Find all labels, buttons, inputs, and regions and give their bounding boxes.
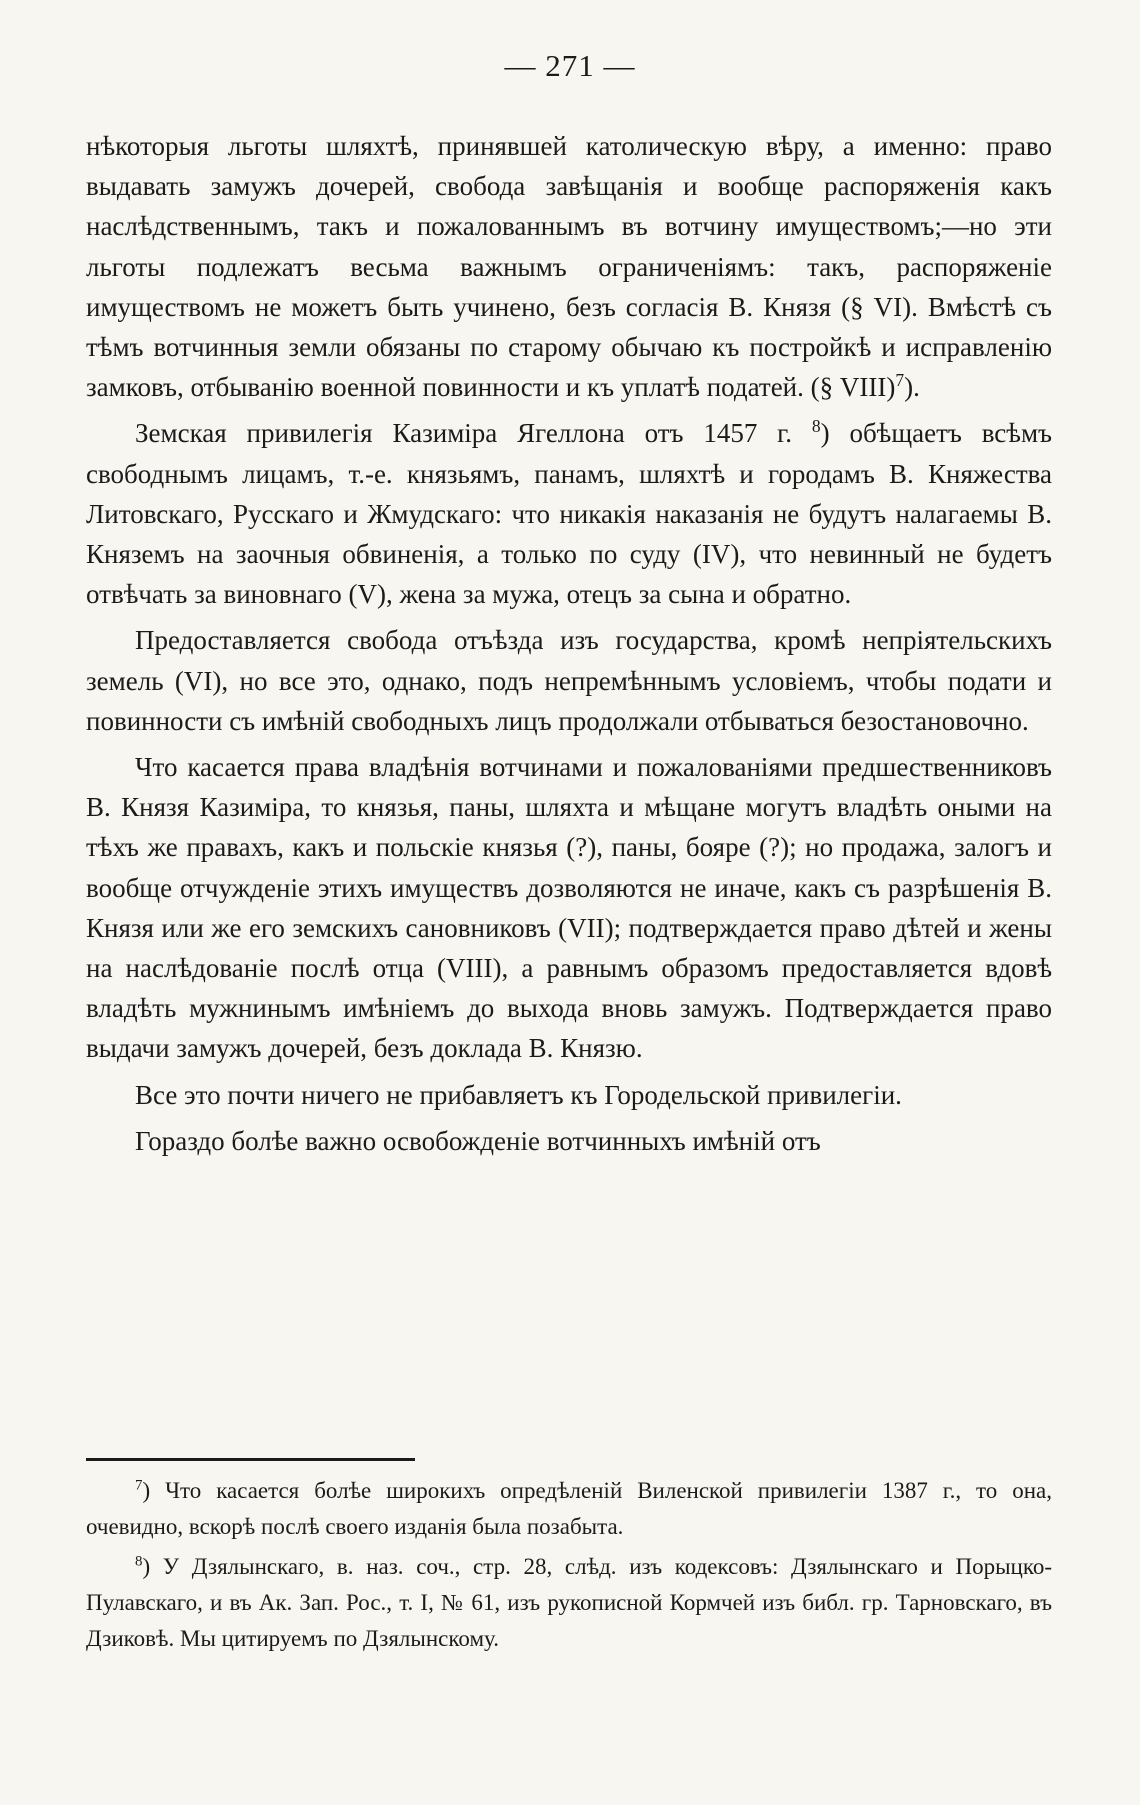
footnotes [86,1473,1052,1661]
paragraph-2-text: Земская привилегія Казиміра Ягеллона отъ 1457 г. [135,418,812,449]
footnote-7-number: 7 [135,1477,143,1494]
footnote-ref-7: 7 [895,370,905,391]
paragraph-5-text: Все это почти ничего не прибавляетъ къ Городельской привилегіи. [135,1079,902,1110]
footnote-8-text: ) У Дзялынскаго, в. наз. соч., стр. 28, слѣд. изъ кодексовъ: Дзялынскаго и Порыцко-Пулавскаго, и въ Ак. Зап. Рос., т. I, № 61, изъ рукописной Кормчей изъ библ. гр. Тарновскаго, въ Дзиковѣ. Мы цитируемъ по Дзялынскому. [86,1554,1052,1651]
body-text [86,126,1052,1167]
paragraph-4-text: Что касается права владѣнія вотчинами и пожалованіями предшественниковъ В. Князя Казиміра, то князья, паны, шляхта и мѣщане могутъ владѣть оными на тѣхъ же правахъ, какъ и польскіе князья (?), паны, бояре (?); но продажа, залогъ и вообще отчужденіе этихъ имуществъ дозволяются не иначе, какъ съ разрѣшенія В. Князя или же его земскихъ сановниковъ (VII); подтверждается право дѣтей и жены на наслѣдованіе послѣ отца (VIII), а равнымъ образомъ предоставляется вдовѣ владѣть мужнинымъ имѣніемъ до выхода вновь замужъ. Подтверждается право выдачи замужъ дочерей, безъ доклада В. Князю. [86,752,1052,1064]
footnote-ref-8: 8 [811,416,821,437]
footnote-7 [86,1473,1052,1545]
paragraph-4 [86,747,1052,1069]
footnote-7-text: ) Что касается болѣе широкихъ опредѣленій Виленской привилегіи 1387 г., то она, очевидно, вскорѣ послѣ своего изданія была позабыта. [86,1478,1052,1539]
paragraph-6 [86,1121,1052,1161]
paragraph-1-text: нѣкоторыя льготы шляхтѣ, принявшей католическую вѣру, а именно: право выдавать замужъ дочерей, свобода завѣщанія и вообще распоряженія какъ наслѣдственнымъ, такъ и пожалованнымъ въ вотчину имуществомъ;—но эти льготы подлежатъ весьма важнымъ ограниченіямъ: такъ, распоряженіе имуществомъ не можетъ быть учинено, безъ согласія В. Князя (§ VI). Вмѣстѣ съ тѣмъ вотчинныя земли обязаны по старому обычаю къ постройкѣ и исправленію замковъ, отбыванію военной повинности и къ уплатѣ податей. (§ VIII) [86,131,1052,403]
footnote-8 [86,1549,1052,1657]
page-number: — 271 — [504,48,636,83]
paragraph-6-text: Гораздо болѣе важно освобожденіе вотчинныхъ имѣній отъ [135,1125,821,1156]
paragraph-5 [86,1075,1052,1115]
paragraph-2-tail: ) обѣщаетъ всѣмъ свободнымъ лицамъ, т.-е. князьямъ, панамъ, шляхтѣ и городамъ В. Княжества Литовскаго, Русскаго и Жмудскаго: что никакія наказанія не будутъ налагаемы В. Княземъ на заочныя обвиненія, а только по суду (IV), что невинный не будетъ отвѣчать за виновнаго (V), жена за мужа, отецъ за сына и обратно. [86,418,1052,610]
paragraph-2 [86,413,1052,614]
paragraph-3-text: Предоставляется свобода отъѣзда изъ государства, кромѣ непріятельскихъ земель (VI), но все это, однако, подъ непремѣннымъ условіемъ, чтобы подати и повинности съ имѣній свободныхъ лицъ продолжали отбываться безостановочно. [86,625,1052,736]
footnote-divider [86,1458,415,1461]
paragraph-1 [86,126,1052,407]
paragraph-1-tail: ). [904,372,920,403]
footnote-8-number: 8 [135,1553,143,1570]
paragraph-3 [86,620,1052,741]
